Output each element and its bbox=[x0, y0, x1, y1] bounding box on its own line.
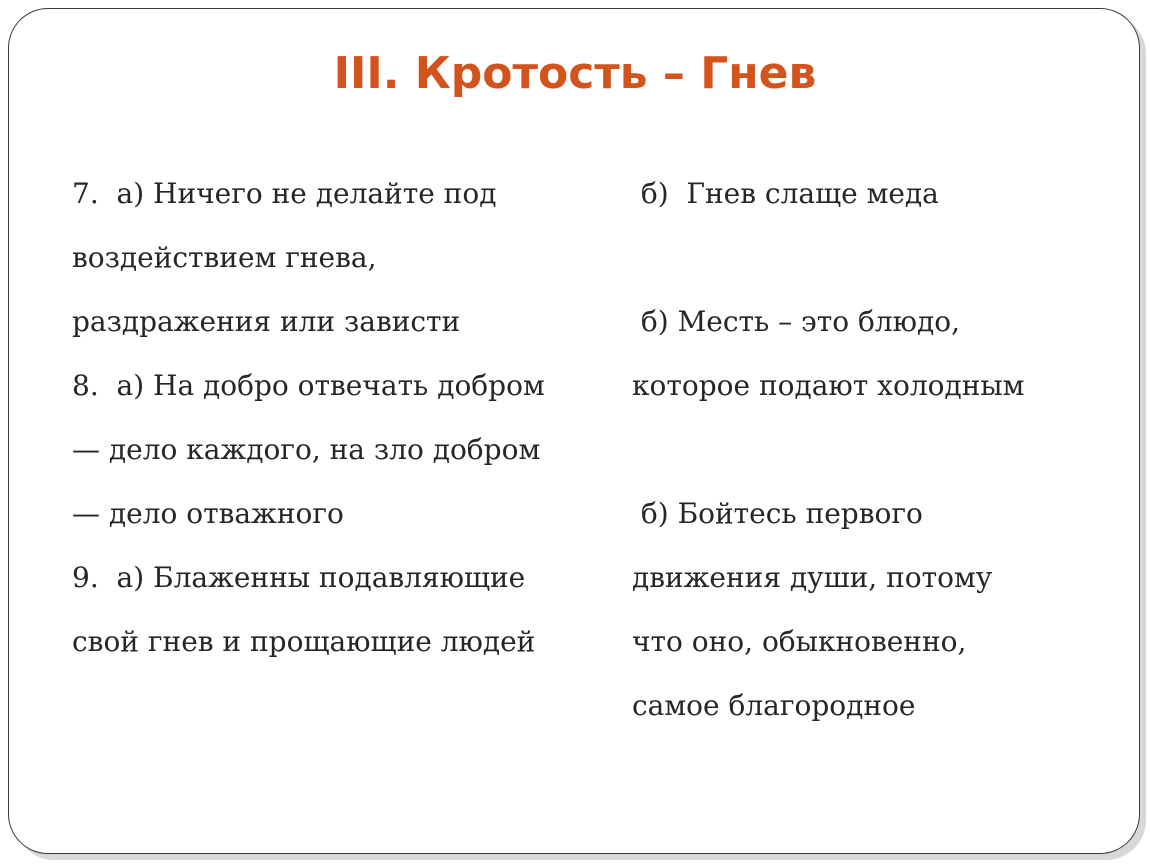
slide-title: III. Кротость – Гнев bbox=[333, 48, 817, 99]
right-line: что оно, обыкновенно, bbox=[632, 625, 967, 658]
left-line: — дело каждого, на зло добром bbox=[72, 433, 541, 466]
left-line: свой гнев и прощающие людей bbox=[72, 625, 536, 658]
left-line: раздражения или зависти bbox=[72, 305, 461, 338]
left-line: 7. а) Ничего не делайте под bbox=[72, 177, 497, 210]
right-column bbox=[632, 162, 1102, 738]
left-line: 9. а) Блаженны подавляющие bbox=[72, 561, 526, 594]
left-line: — дело отважного bbox=[72, 497, 344, 530]
left-column bbox=[72, 162, 592, 674]
right-line-blank bbox=[632, 226, 1102, 290]
right-line: которое подают холодным bbox=[632, 369, 1025, 402]
left-line: 8. а) На добро отвечать добром bbox=[72, 369, 545, 402]
right-line: движения души, потому bbox=[632, 561, 993, 594]
right-line-blank bbox=[632, 418, 1102, 482]
right-line: самое благородное bbox=[632, 689, 916, 722]
right-line: б) Бойтесь первого bbox=[632, 497, 923, 530]
left-line: воздействием гнева, bbox=[72, 241, 377, 274]
right-line: б) Гнев слаще меда bbox=[632, 177, 939, 210]
right-line: б) Месть – это блюдо, bbox=[632, 305, 960, 338]
